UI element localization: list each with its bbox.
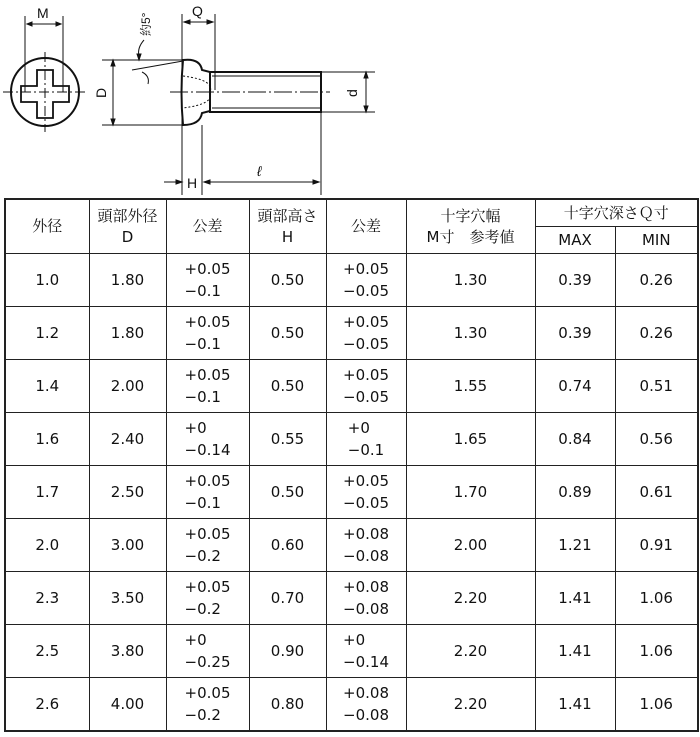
tolerance-minus: −0.05: [343, 388, 389, 406]
head-diameter-cell: 1.80: [89, 307, 166, 360]
label-q: Q: [192, 3, 203, 19]
tolerance-h-cell: [326, 360, 406, 413]
head-diameter-cell: 3.80: [89, 625, 166, 678]
tolerance-plus: +0.05: [343, 260, 389, 278]
outer-diameter-cell: 2.3: [5, 572, 89, 625]
table-row: [5, 572, 698, 625]
head-height-cell: 0.50: [249, 307, 326, 360]
cross-width-cell: 1.65: [406, 413, 535, 466]
header-cross-width: 十字穴幅 M寸 参考値: [406, 199, 535, 254]
tolerance-d-cell: [166, 572, 249, 625]
header-min: MIN: [615, 227, 698, 254]
table-row: [5, 678, 698, 732]
tolerance-h-cell: [326, 254, 406, 307]
tolerance-minus: −0.08: [343, 600, 389, 618]
label-angle: 約5°: [139, 12, 153, 36]
cross-width-cell: 1.55: [406, 360, 535, 413]
header-head-diameter: 頭部外径 D: [89, 199, 166, 254]
header-tolerance-h: 公差: [326, 199, 406, 254]
outer-diameter-cell: 1.6: [5, 413, 89, 466]
label-shaft-diameter: d: [344, 89, 360, 97]
depth-max-cell: 1.41: [535, 625, 615, 678]
tolerance-minus: −0.1: [184, 494, 221, 512]
cross-width-cell: 2.20: [406, 572, 535, 625]
tolerance-plus: +0: [184, 631, 207, 649]
tolerance-h-cell: [326, 572, 406, 625]
tolerance-plus: +0.08: [343, 525, 389, 543]
tolerance-minus: −0.05: [343, 335, 389, 353]
outer-diameter-cell: 1.7: [5, 466, 89, 519]
tolerance-plus: +0.05: [184, 260, 231, 278]
tolerance-d-cell: [166, 413, 249, 466]
outer-diameter-cell: 2.5: [5, 625, 89, 678]
tolerance-minus: −0.08: [343, 706, 389, 724]
depth-min-cell: 0.26: [615, 307, 698, 360]
table-row: [5, 307, 698, 360]
head-height-cell: 0.50: [249, 360, 326, 413]
label-length: ℓ: [257, 163, 262, 179]
head-height-cell: 0.80: [249, 678, 326, 732]
dimension-table: [4, 198, 699, 732]
tolerance-h-cell: [326, 678, 406, 732]
head-height-cell: 0.55: [249, 413, 326, 466]
depth-min-cell: 0.56: [615, 413, 698, 466]
depth-min-cell: 1.06: [615, 572, 698, 625]
label-head-height: H: [187, 175, 198, 191]
tolerance-minus: −0.08: [343, 547, 389, 565]
header-head-height: 頭部高さ H: [249, 199, 326, 254]
head-diameter-cell: 3.00: [89, 519, 166, 572]
head-height-cell: 0.70: [249, 572, 326, 625]
depth-min-cell: 0.26: [615, 254, 698, 307]
table-row: [5, 625, 698, 678]
depth-max-cell: 1.41: [535, 678, 615, 732]
tolerance-minus: −0.1: [184, 282, 221, 300]
tolerance-minus: −0.1: [184, 335, 221, 353]
tolerance-d-cell: [166, 466, 249, 519]
tolerance-plus: +0.05: [184, 525, 231, 543]
tolerance-plus: +0.05: [184, 313, 231, 331]
head-height-cell: 0.50: [249, 466, 326, 519]
depth-min-cell: 0.91: [615, 519, 698, 572]
head-diameter-cell: 4.00: [89, 678, 166, 732]
cross-width-cell: 1.70: [406, 466, 535, 519]
outer-diameter-cell: 1.0: [5, 254, 89, 307]
cross-width-cell: 2.00: [406, 519, 535, 572]
tolerance-minus: −0.2: [184, 706, 221, 724]
table-row: [5, 466, 698, 519]
tolerance-minus: −0.2: [184, 600, 221, 618]
head-height-cell: 0.60: [249, 519, 326, 572]
header-tolerance-d: 公差: [166, 199, 249, 254]
header-outer-diameter: 外径: [5, 199, 89, 254]
tolerance-minus: −0.25: [184, 653, 231, 671]
label-m: M: [37, 5, 49, 21]
depth-min-cell: 1.06: [615, 678, 698, 732]
head-diameter-cell: 1.80: [89, 254, 166, 307]
head-diameter-cell: 2.50: [89, 466, 166, 519]
depth-min-cell: 0.61: [615, 466, 698, 519]
tolerance-d-cell: [166, 254, 249, 307]
tolerance-h-cell: [326, 413, 406, 466]
tolerance-plus: +0: [184, 419, 207, 437]
head-diameter-cell: 2.40: [89, 413, 166, 466]
tolerance-minus: −0.1: [347, 441, 385, 459]
tolerance-plus: +0.05: [343, 472, 389, 490]
tolerance-plus: +0.05: [184, 366, 231, 384]
table-row: [5, 360, 698, 413]
tolerance-plus: +0.08: [343, 684, 389, 702]
cross-width-cell: 1.30: [406, 254, 535, 307]
tolerance-plus: +0: [343, 631, 366, 649]
tolerance-plus: +0.05: [184, 578, 231, 596]
tolerance-minus: −0.05: [343, 282, 389, 300]
tolerance-minus: −0.1: [184, 388, 221, 406]
tolerance-h-cell: [326, 519, 406, 572]
tolerance-d-cell: [166, 307, 249, 360]
cross-width-cell: 1.30: [406, 307, 535, 360]
head-height-cell: 0.50: [249, 254, 326, 307]
table-row: [5, 413, 698, 466]
tolerance-d-cell: [166, 519, 249, 572]
head-diameter-cell: 3.50: [89, 572, 166, 625]
tolerance-plus: +0.08: [343, 578, 389, 596]
depth-max-cell: 1.41: [535, 572, 615, 625]
depth-max-cell: 1.21: [535, 519, 615, 572]
depth-min-cell: 0.51: [615, 360, 698, 413]
tolerance-h-cell: [326, 307, 406, 360]
tolerance-minus: −0.14: [343, 653, 389, 671]
depth-max-cell: 0.74: [535, 360, 615, 413]
depth-max-cell: 0.84: [535, 413, 615, 466]
tolerance-minus: −0.14: [184, 441, 231, 459]
depth-min-cell: 1.06: [615, 625, 698, 678]
tolerance-plus: +0.05: [184, 472, 231, 490]
tolerance-plus: +0.05: [184, 684, 231, 702]
depth-max-cell: 0.39: [535, 307, 615, 360]
tolerance-plus: +0.05: [343, 366, 389, 384]
tolerance-minus: −0.05: [343, 494, 389, 512]
header-max: MAX: [535, 227, 615, 254]
outer-diameter-cell: 2.6: [5, 678, 89, 732]
tolerance-d-cell: [166, 678, 249, 732]
tolerance-minus: −0.2: [184, 547, 221, 565]
tolerance-h-cell: [326, 466, 406, 519]
depth-max-cell: 0.89: [535, 466, 615, 519]
tolerance-d-cell: [166, 625, 249, 678]
outer-diameter-cell: 2.0: [5, 519, 89, 572]
outer-diameter-cell: 1.4: [5, 360, 89, 413]
tolerance-h-cell: [326, 625, 406, 678]
cross-width-cell: 2.20: [406, 678, 535, 732]
tolerance-plus: +0: [347, 419, 370, 437]
screw-dimension-diagram: [0, 0, 400, 195]
label-head-diameter: D: [93, 87, 109, 98]
depth-max-cell: 0.39: [535, 254, 615, 307]
head-diameter-cell: 2.00: [89, 360, 166, 413]
tolerance-d-cell: [166, 360, 249, 413]
cross-width-cell: 2.20: [406, 625, 535, 678]
table-row: [5, 519, 698, 572]
outer-diameter-cell: 1.2: [5, 307, 89, 360]
header-cross-depth: 十字穴深さＱ寸: [535, 199, 698, 227]
tolerance-plus: +0.05: [343, 313, 389, 331]
table-row: [5, 254, 698, 307]
head-height-cell: 0.90: [249, 625, 326, 678]
